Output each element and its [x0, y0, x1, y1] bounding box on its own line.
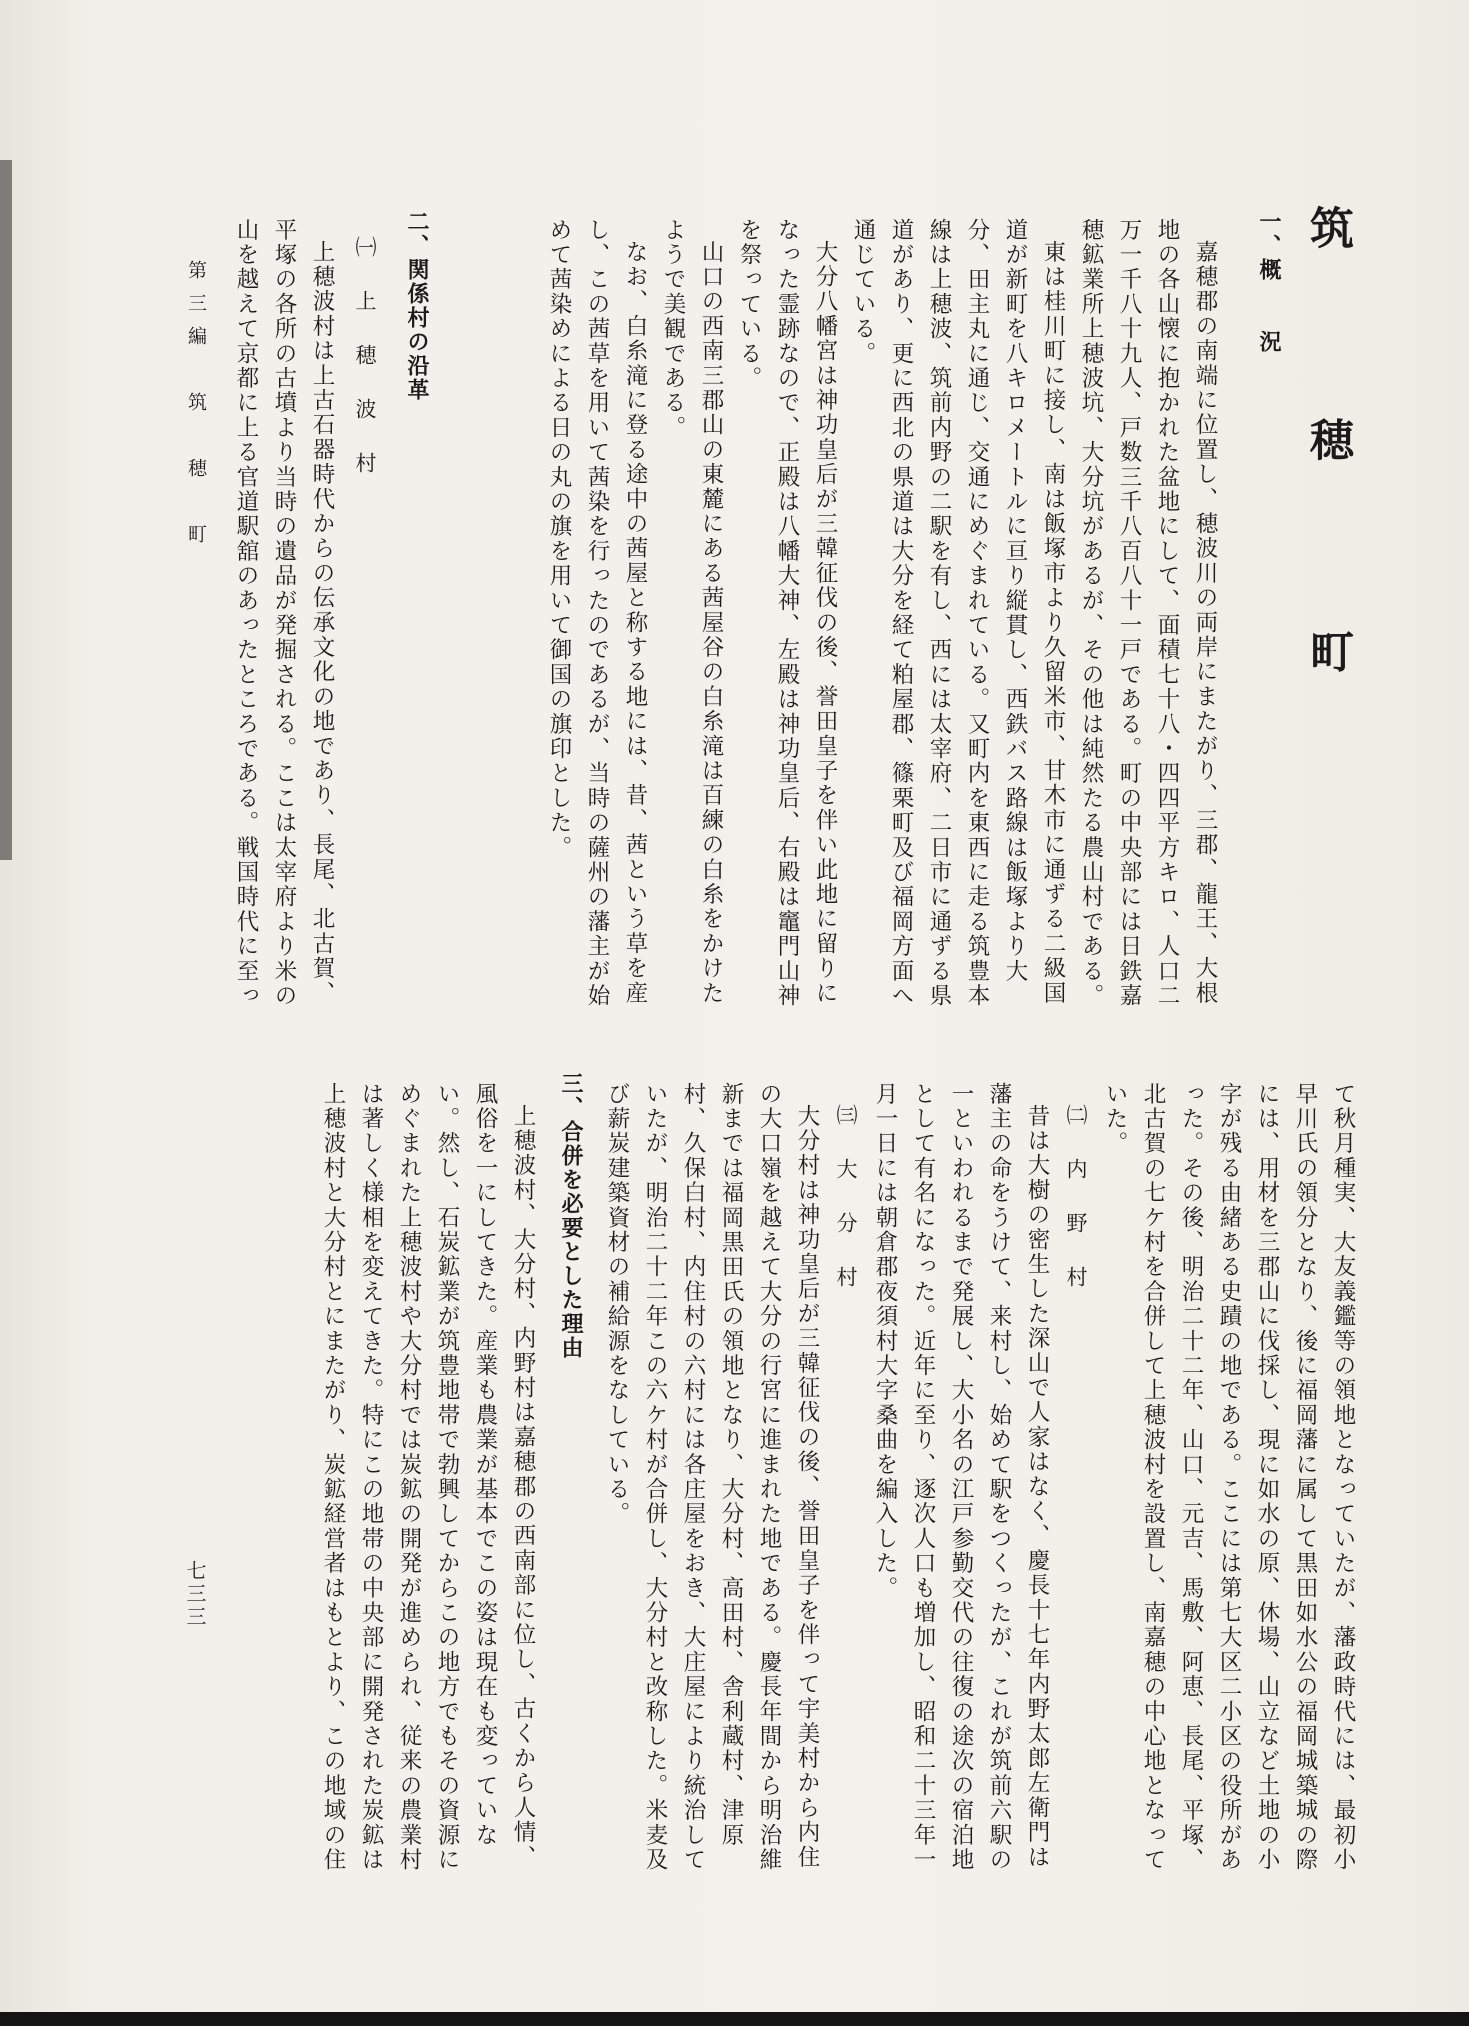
- upper-line: 分、田主丸に通じ、交通にめぐまれている。又町内を東西に走る筑豊本: [964, 218, 990, 1009]
- lower-line: 新までは福岡黒田氏の領地となり、大分村、高田村、舎利蔵村、津原: [718, 1082, 744, 1848]
- upper-line: 通じている。: [850, 218, 876, 367]
- upper-line: し、この茜草を用いて茜染を行ったのであるが、当時の薩州の藩主が始: [584, 218, 610, 1009]
- lower-line: は著しく様相を変えてきた。特にこの地帯の中央部に開発された炭鉱は: [358, 1082, 384, 1873]
- lower-line: として有名になった。近年に至り、逐次人口も増加し、昭和二十三年一: [910, 1082, 936, 1873]
- lower-line: 早川氏の領分となり、後に福岡藩に属して黒田如水公の福岡城築城の際: [1292, 1082, 1318, 1873]
- upper-line: めて茜染めによる日の丸の旗を用いて御国の旗印とした。: [546, 218, 572, 861]
- lower-line: 村、久保白村、内住村の六村には各庄屋をおき、大庄屋により統治して: [680, 1082, 706, 1873]
- upper-line: 穂鉱業所上穂波坑、大分坑があるが、その他は純然たる農山村である。: [1078, 218, 1104, 1009]
- upper-line: 平塚の各所の古墳より当時の遺品が発掘される。ここは太宰府より米の: [271, 218, 297, 1009]
- section-heading-history: 二、関係村の沿革: [404, 210, 429, 402]
- lower-line: 上穂波村、大分村、内野村は嘉穂郡の西南部に位し、古くから人情、: [510, 1104, 536, 1870]
- scan-edge: [0, 160, 12, 860]
- upper-line: を祭っている。: [736, 218, 762, 391]
- lower-line: 藩主の命をうけて、来村し、始めて駅をつくったが、これが筑前六駅の: [986, 1082, 1012, 1873]
- upper-line: なお、白糸滝に登る途中の茜屋と称する地には、昔、茜という草を産: [622, 240, 648, 1006]
- lower-line: 一といわれるまで発展し、大小名の江戸参勤交代の往復の途次の宿泊地: [948, 1082, 974, 1873]
- page-title: 筑 穂 町: [1302, 205, 1353, 735]
- footer-section-label: 第三編 筑 穂 町: [185, 260, 207, 557]
- upper-line: 道が新町を八キロメートルに亘り縦貫し、西鉄バス路線は飯塚より大: [1002, 218, 1028, 984]
- lower-line: て秋月種実、大友義鑑等の領地となっていたが、藩政時代には、最初小: [1330, 1082, 1356, 1873]
- upper-line: 上穂波村は上古石器時代からの伝承文化の地であり、長尾、北古賀、: [309, 240, 335, 1006]
- lower-line: には、用材を三郡山に伐採し、現に如水の原、休場、山立など土地の小: [1254, 1082, 1280, 1873]
- lower-line: 字が残る由緒ある史蹟の地である。ここには第七大区二小区の役所があ: [1216, 1082, 1242, 1873]
- section-heading-overview: 一、概 況: [1256, 210, 1281, 354]
- lower-line: の大口嶺を越えて大分の行宮に進まれた地である。慶長年間から明治維: [756, 1082, 782, 1873]
- section-heading-reason: 三、合併を必要とした理由: [558, 1072, 583, 1360]
- lower-line: び薪炭建築資材の補給源をなしている。: [604, 1082, 630, 1527]
- page-number: 七三三: [183, 1560, 207, 1629]
- subheading-kamihonami: ㈠ 上 穂 波 村: [353, 236, 377, 479]
- upper-line: 山口の西南三郡山の東麓にある茜屋谷の白糸滝は百練の白糸をかけた: [698, 240, 724, 1006]
- lower-line: めぐまれた上穂波村や大分村では炭鉱の開発が進められ、従来の農業村: [396, 1082, 422, 1873]
- upper-line: 地の各山懐に抱かれた盆地にして、面積七十八・四四平方キロ、人口二: [1154, 218, 1180, 1009]
- lower-line: いた。: [1102, 1082, 1128, 1157]
- subheading-daibu: ㈢ 大 分 村: [834, 1104, 858, 1293]
- lower-line: 風俗を一にしてきた。産業も農業が基本でこの姿は現在も変っていな: [472, 1082, 498, 1848]
- upper-line: 万一千八十九人、戸数三千八百八十一戸である。町の中央部には日鉄嘉: [1116, 218, 1142, 1009]
- lower-line: 昔は大樹の密生した深山で人家はなく、慶長十七年内野太郎左衛門は: [1024, 1104, 1050, 1870]
- lower-line: 月一日には朝倉郡夜須村大字桑曲を編入した。: [872, 1082, 898, 1601]
- scan-bottom-border: [0, 2012, 1469, 2026]
- upper-line: 大分八幡宮は神功皇后が三韓征伐の後、誉田皇子を伴い此地に留りに: [812, 240, 838, 1006]
- upper-line: 東は桂川町に接し、南は飯塚市より久留米市、甘木市に通ずる二級国: [1040, 240, 1066, 1006]
- lower-line: い。然し、石炭鉱業が筑豊地帯で勃興してからこの地方でもその資源に: [434, 1082, 460, 1873]
- scan-edge-right: [1449, 0, 1469, 2026]
- upper-line: ようで美観である。: [660, 218, 686, 441]
- lower-line: った。その後、明治二十二年、山口、元吉、馬敷、阿恵、長尾、平塚、: [1178, 1082, 1204, 1873]
- upper-line: 嘉穂郡の南端に位置し、穂波川の両岸にまたがり、三郡、龍王、大根: [1192, 240, 1218, 1006]
- upper-line: 線は上穂波、筑前内野の二駅を有し、西には太宰府、二日市に通ずる県: [926, 218, 952, 1009]
- upper-line: なった霊跡なので、正殿は八幡大神、左殿は神功皇后、右殿は竈門山神: [774, 218, 800, 1009]
- lower-line: 北古賀の七ケ村を合併して上穂波村を設置し、南嘉穂の中心地となって: [1140, 1082, 1166, 1873]
- lower-line: 上穂波村と大分村とにまたがり、炭鉱経営者はもとより、この地域の住: [320, 1082, 346, 1873]
- lower-line: いたが、明治二十二年この六ケ村が合併し、大分村と改称した。米麦及: [642, 1082, 668, 1873]
- upper-line: 山を越えて京都に上る官道駅舘のあったところである。戦国時代に至っ: [233, 218, 259, 1009]
- subheading-uchino: ㈡ 内 野 村: [1064, 1104, 1088, 1293]
- upper-line: 道があり、更に西北の県道は大分を経て粕屋郡、篠栗町及び福岡方面へ: [888, 218, 914, 1009]
- lower-line: 大分村は神功皇后が三韓征伐の後、誉田皇子を伴って宇美村から内住: [794, 1104, 820, 1870]
